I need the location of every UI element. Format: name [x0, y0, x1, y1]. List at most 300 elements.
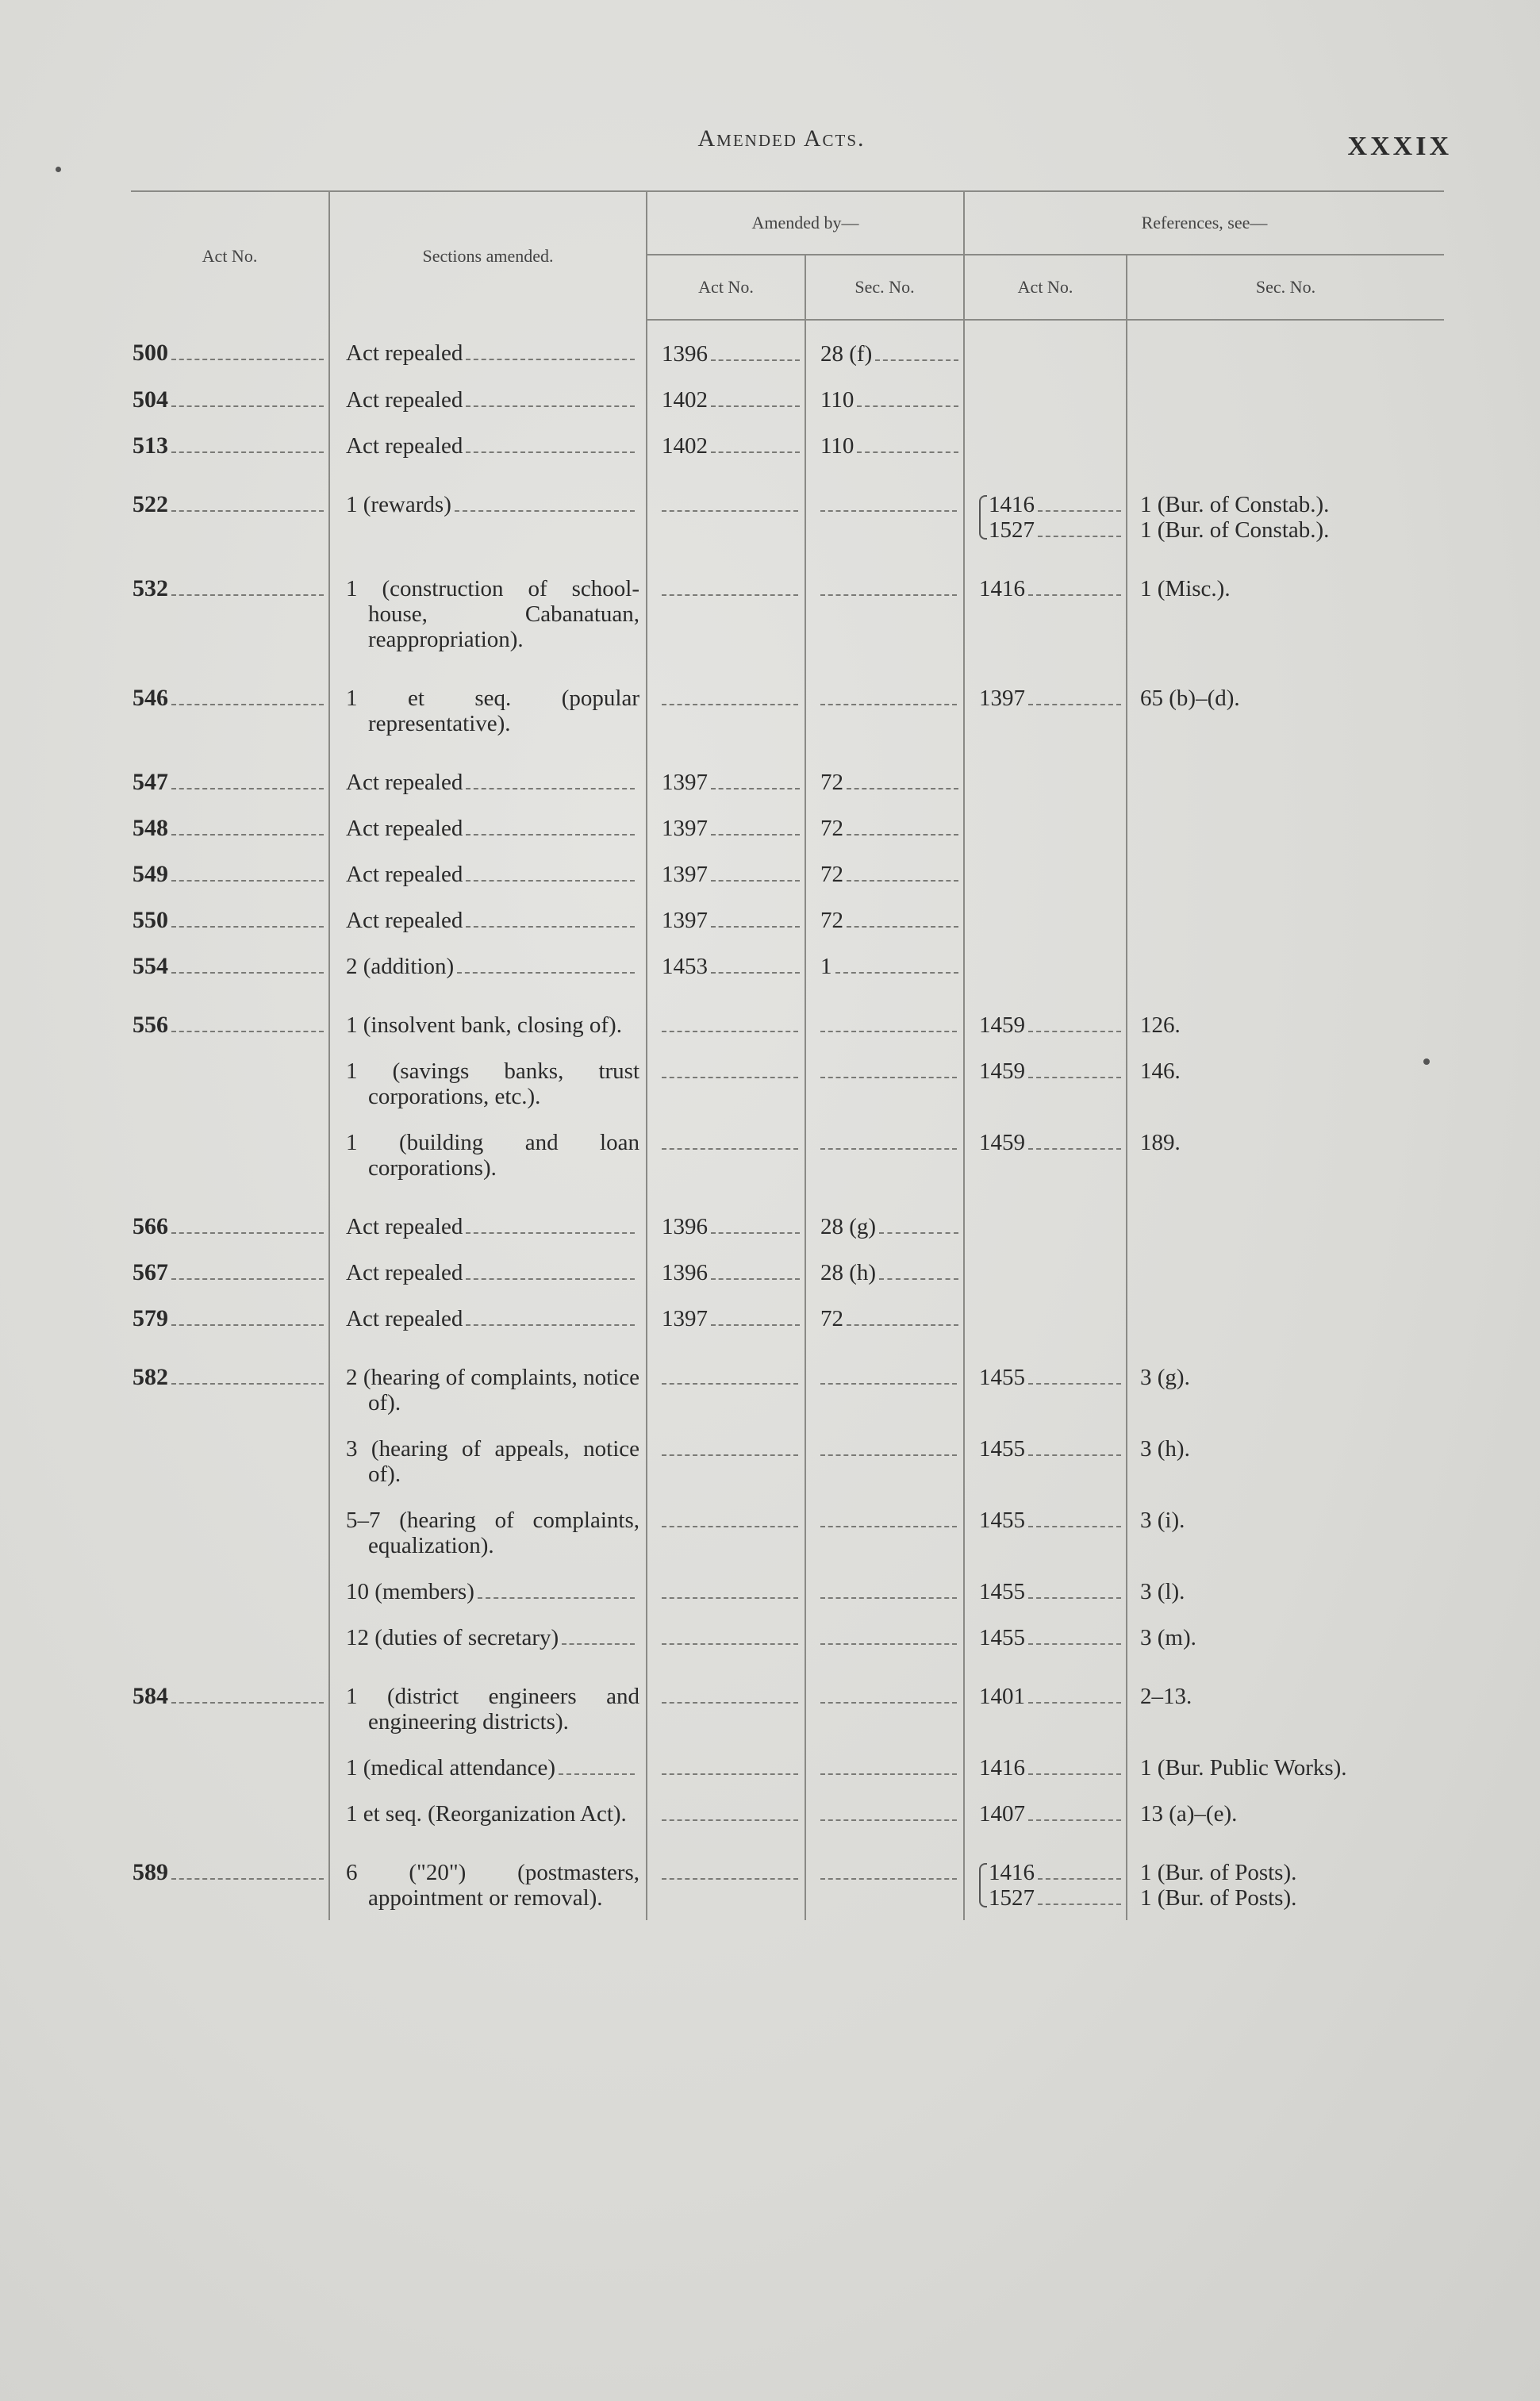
section-text: 1 (building and loan corporations). [346, 1130, 639, 1181]
cell-amended-sec-no [805, 662, 964, 746]
dot-leader [847, 1324, 958, 1326]
dot-leader [857, 405, 958, 407]
ref-act-number-wrap [979, 1625, 1126, 1650]
dot-leader [171, 880, 324, 882]
dot-leader [662, 1643, 798, 1645]
dot-leader [1038, 1904, 1121, 1905]
dot-leader [171, 1878, 324, 1880]
cell-amended-sec-no [805, 1249, 964, 1295]
ref-sec-number: 3 (l). [1140, 1579, 1185, 1604]
cell-ref-sec-no [1127, 1341, 1444, 1425]
cell-amended-sec-no [805, 1744, 964, 1790]
act-number-wrap [132, 816, 328, 841]
amended-sec-number-wrap [820, 908, 963, 933]
cell-ref-act-no [964, 1660, 1127, 1744]
ref-act-number-wrap [979, 686, 1126, 711]
section-text-wrap [346, 1755, 639, 1781]
table-row [131, 851, 1444, 897]
cell-amended-act-no [647, 1660, 805, 1744]
amended-sec-number: 28 (h) [820, 1260, 877, 1285]
cell-ref-act-no [964, 1496, 1127, 1568]
cell-act-no [131, 805, 329, 851]
section-text: 12 (duties of secretary) [346, 1625, 559, 1650]
paper-speck [56, 167, 61, 172]
cell-ref-act-no [964, 1341, 1127, 1425]
cell-ref-act-no [964, 989, 1127, 1047]
amended-act-number-wrap [662, 1306, 805, 1331]
cell-ref-sec-no [1127, 376, 1444, 422]
dot-leader [1028, 1526, 1121, 1527]
cell-sections-amended [329, 422, 647, 468]
dot-leader [711, 972, 800, 974]
dot-leader [711, 451, 800, 453]
section-text: Act repealed [346, 1306, 463, 1331]
act-number-wrap [132, 340, 328, 366]
ref-sec-line [1140, 492, 1444, 517]
cell-amended-sec-no [805, 1047, 964, 1119]
cell-ref-sec-no [1127, 1249, 1444, 1295]
dot-leader [711, 880, 800, 882]
section-text: 2 (addition) [346, 954, 455, 979]
dot-leader [820, 704, 957, 705]
cell-amended-act-no [647, 1836, 805, 1920]
section-text: 1 et seq. (Reorganization Act). [346, 1801, 627, 1827]
amended-act-number-wrap [662, 387, 805, 413]
dot-leader [662, 1031, 798, 1032]
ref-act-number: 1459 [979, 1130, 1025, 1155]
dot-leader [847, 880, 958, 882]
dot-leader [820, 1077, 957, 1078]
ref-sec-number: 3 (i). [1140, 1508, 1185, 1533]
act-number: 500 [132, 340, 168, 366]
cell-ref-sec-no [1127, 1190, 1444, 1249]
dot-leader [478, 1597, 635, 1599]
act-number-wrap [132, 1306, 328, 1331]
ref-sec-number: 2–13. [1140, 1684, 1192, 1709]
cell-ref-sec-no [1127, 662, 1444, 746]
ref-sec-line [1140, 1885, 1444, 1911]
amended-sec-number: 72 [820, 908, 843, 933]
empty-cell-leader-wrap [662, 1365, 805, 1390]
dot-leader [711, 1324, 800, 1326]
cell-sections-amended [329, 1568, 647, 1614]
cell-act-no [131, 1614, 329, 1660]
act-number-wrap [132, 954, 328, 979]
ref-sec-line [1140, 517, 1444, 543]
cell-amended-sec-no [805, 1496, 964, 1568]
cell-amended-act-no [647, 1119, 805, 1190]
dot-leader [466, 788, 635, 789]
amended-act-number: 1397 [662, 908, 708, 933]
ref-act-number: 1527 [989, 1885, 1035, 1911]
dot-leader [820, 1878, 957, 1880]
dot-leader [875, 359, 958, 361]
amended-act-number: 1453 [662, 954, 708, 979]
cell-amended-sec-no [805, 422, 964, 468]
ref-sec-number: 146. [1140, 1058, 1181, 1084]
cell-amended-sec-no [805, 851, 964, 897]
empty-cell-leader-wrap [820, 492, 963, 517]
cell-ref-act-no [964, 552, 1127, 662]
cell-amended-act-no [647, 989, 805, 1047]
ref-sec-group [1140, 492, 1444, 543]
empty-cell-leader-wrap [820, 1012, 963, 1038]
empty-cell-leader-wrap [820, 1130, 963, 1155]
section-text: 10 (members) [346, 1579, 474, 1604]
cell-amended-act-no [647, 320, 805, 376]
cell-ref-act-no [964, 376, 1127, 422]
running-title: Amended Acts. [697, 125, 866, 152]
cell-ref-sec-no [1127, 1614, 1444, 1660]
dot-leader [662, 704, 798, 705]
dot-leader [847, 788, 958, 789]
cell-act-no [131, 1295, 329, 1341]
empty-cell-leader-wrap [662, 1755, 805, 1781]
dot-leader [662, 1773, 798, 1775]
dot-leader [559, 1773, 635, 1775]
dot-leader [711, 405, 800, 407]
cell-amended-sec-no [805, 1790, 964, 1836]
cell-ref-act-no [964, 1295, 1127, 1341]
cell-ref-act-no [964, 746, 1127, 805]
amended-sec-number: 72 [820, 1306, 843, 1331]
cell-sections-amended [329, 1836, 647, 1920]
section-text: Act repealed [346, 387, 463, 413]
ref-act-number: 1527 [989, 517, 1035, 543]
amended-act-number: 1396 [662, 1214, 708, 1239]
act-number: 522 [132, 491, 168, 517]
cell-sections-amended [329, 1614, 647, 1660]
dot-leader [171, 1232, 324, 1234]
table-row [131, 1425, 1444, 1496]
act-number: 513 [132, 432, 168, 459]
table-row [131, 468, 1444, 552]
dot-leader [711, 1278, 800, 1280]
cell-ref-act-no [964, 897, 1127, 943]
cell-ref-act-no [964, 1790, 1127, 1836]
amended-sec-number-wrap [820, 1306, 963, 1331]
section-text: Act repealed [346, 340, 463, 366]
table-row [131, 1790, 1444, 1836]
amended-sec-number: 110 [820, 387, 854, 413]
dot-leader [820, 510, 957, 512]
dot-leader [466, 405, 635, 407]
dot-leader [1028, 1031, 1121, 1032]
table-row [131, 1614, 1444, 1660]
cell-act-no [131, 746, 329, 805]
dot-leader [820, 1597, 957, 1599]
dot-leader [820, 594, 957, 596]
dot-leader [662, 1702, 798, 1704]
cell-ref-act-no [964, 468, 1127, 552]
cell-sections-amended [329, 1190, 647, 1249]
table-row [131, 1744, 1444, 1790]
cell-amended-sec-no [805, 320, 964, 376]
empty-cell-leader-wrap [662, 576, 805, 601]
cell-ref-act-no [964, 1836, 1127, 1920]
act-number-wrap [132, 492, 328, 517]
ref-act-number-wrap [979, 1579, 1126, 1604]
empty-cell-leader-wrap [820, 1684, 963, 1709]
amended-sec-number: 110 [820, 433, 854, 459]
dot-leader [662, 1077, 798, 1078]
cell-amended-sec-no [805, 1119, 964, 1190]
cell-act-no [131, 422, 329, 468]
cell-ref-sec-no [1127, 1836, 1444, 1920]
cell-amended-act-no [647, 1341, 805, 1425]
dot-leader [1028, 1819, 1121, 1821]
section-text: 2 (hearing of complaints, notice of). [346, 1365, 639, 1416]
ref-sec-number: 1 (Bur. Public Works). [1140, 1755, 1347, 1781]
cell-amended-sec-no [805, 943, 964, 989]
amended-act-number-wrap [662, 862, 805, 887]
ref-act-number: 1455 [979, 1436, 1025, 1462]
section-text: 1 et seq. (popular representative). [346, 686, 639, 736]
section-text: Act repealed [346, 770, 463, 795]
empty-cell-leader-wrap [662, 1579, 805, 1604]
ref-act-brace-group [979, 492, 1126, 543]
cell-ref-act-no [964, 1744, 1127, 1790]
empty-cell-leader-wrap [662, 1130, 805, 1155]
cell-amended-sec-no [805, 1341, 964, 1425]
cell-amended-act-no [647, 1190, 805, 1249]
cell-sections-amended [329, 662, 647, 746]
dot-leader [171, 834, 324, 836]
cell-amended-act-no [647, 1047, 805, 1119]
table-row [131, 1836, 1444, 1920]
table-row [131, 1568, 1444, 1614]
dot-leader [711, 788, 800, 789]
amended-act-number-wrap [662, 770, 805, 795]
cell-amended-act-no [647, 943, 805, 989]
cell-ref-sec-no [1127, 897, 1444, 943]
section-text-wrap [346, 340, 639, 366]
cell-ref-sec-no [1127, 1568, 1444, 1614]
amended-act-number-wrap [662, 1260, 805, 1285]
header-ref-act-no: Act No. [964, 255, 1127, 320]
cell-act-no [131, 1249, 329, 1295]
dot-leader [1028, 1702, 1121, 1704]
amended-sec-number: 72 [820, 862, 843, 887]
dot-leader [662, 1597, 798, 1599]
dot-leader [711, 834, 800, 836]
cell-sections-amended [329, 1425, 647, 1496]
empty-cell-leader-wrap [820, 1860, 963, 1885]
section-text: Act repealed [346, 1260, 463, 1285]
section-text: 1 (construction of school-house, Cabanatuan, reappropriation). [346, 576, 639, 652]
ref-act-number-wrap [979, 1012, 1126, 1038]
section-text: 1 (district engineers and engineering districts). [346, 1684, 639, 1734]
cell-sections-amended [329, 320, 647, 376]
dot-leader [466, 1232, 635, 1234]
amended-act-number: 1397 [662, 770, 708, 795]
dot-leader [466, 1278, 635, 1280]
cell-amended-act-no [647, 552, 805, 662]
empty-cell-leader-wrap [662, 1625, 805, 1650]
cell-amended-sec-no [805, 1295, 964, 1341]
header-act-no: Act No. [131, 191, 329, 320]
cell-amended-act-no [647, 468, 805, 552]
dot-leader [466, 451, 635, 453]
cell-amended-sec-no [805, 1425, 964, 1496]
act-number: 554 [132, 953, 168, 979]
cell-act-no [131, 1836, 329, 1920]
dot-leader [711, 359, 800, 361]
dot-leader [1028, 704, 1121, 705]
cell-act-no [131, 1190, 329, 1249]
amended-act-number-wrap [662, 816, 805, 841]
act-number-wrap [132, 1012, 328, 1038]
ref-sec-number: 189. [1140, 1130, 1181, 1155]
dot-leader [820, 1148, 957, 1150]
section-text-wrap [346, 1260, 639, 1285]
ref-act-number-wrap [979, 1365, 1126, 1390]
dot-leader [662, 1819, 798, 1821]
amended-sec-number-wrap [820, 341, 963, 367]
cell-ref-sec-no [1127, 1660, 1444, 1744]
dot-leader [820, 1702, 957, 1704]
cell-sections-amended [329, 376, 647, 422]
act-number: 548 [132, 815, 168, 841]
act-number-wrap [132, 387, 328, 413]
dot-leader [847, 926, 958, 928]
cell-amended-sec-no [805, 746, 964, 805]
act-number: 556 [132, 1012, 168, 1038]
cell-amended-act-no [647, 1614, 805, 1660]
amended-sec-number-wrap [820, 954, 963, 979]
cell-amended-act-no [647, 1568, 805, 1614]
ref-sec-number: 3 (h). [1140, 1436, 1190, 1462]
ref-sec-group [1140, 1860, 1444, 1911]
table-row [131, 897, 1444, 943]
section-text-wrap [346, 954, 639, 979]
dot-leader [455, 510, 635, 512]
empty-cell-leader-wrap [662, 1860, 805, 1885]
cell-amended-sec-no [805, 552, 964, 662]
cell-sections-amended [329, 1119, 647, 1190]
act-number: 567 [132, 1259, 168, 1285]
cell-sections-amended [329, 1295, 647, 1341]
act-number-wrap [132, 1365, 328, 1390]
section-text: 1 (medical attendance) [346, 1755, 556, 1781]
empty-cell-leader-wrap [820, 1625, 963, 1650]
act-number-wrap [132, 686, 328, 711]
section-text-wrap [346, 816, 639, 841]
ref-sec-line [1140, 1860, 1444, 1885]
empty-cell-leader-wrap [820, 1058, 963, 1084]
act-number: 532 [132, 575, 168, 601]
cell-ref-act-no [964, 422, 1127, 468]
empty-cell-leader-wrap [820, 686, 963, 711]
ref-sec-number: 13 (a)–(e). [1140, 1801, 1238, 1827]
ref-act-number: 1459 [979, 1058, 1025, 1084]
ref-sec-number: 3 (g). [1140, 1365, 1190, 1390]
table-row [131, 1249, 1444, 1295]
section-text: 1 (rewards) [346, 492, 451, 517]
ref-act-number-wrap [979, 576, 1126, 601]
ref-sec-number: 126. [1140, 1012, 1181, 1038]
act-number: 589 [132, 1859, 168, 1885]
dot-leader [1028, 1773, 1121, 1775]
dot-leader [171, 451, 324, 453]
section-text-wrap [346, 862, 639, 887]
empty-cell-leader-wrap [662, 1684, 805, 1709]
dot-leader [1028, 1643, 1121, 1645]
ref-sec-number: 1 (Bur. of Constab.). [1140, 517, 1330, 543]
cell-ref-sec-no [1127, 1790, 1444, 1836]
cell-ref-sec-no [1127, 468, 1444, 552]
cell-act-no [131, 1341, 329, 1425]
act-number: 566 [132, 1213, 168, 1239]
amended-sec-number: 1 [820, 954, 832, 979]
section-text-wrap [346, 1214, 639, 1239]
amended-sec-number-wrap [820, 770, 963, 795]
ref-act-number: 1455 [979, 1579, 1025, 1604]
ref-act-line [989, 1885, 1126, 1911]
cell-ref-sec-no [1127, 1425, 1444, 1496]
dot-leader [711, 926, 800, 928]
amended-act-number: 1402 [662, 433, 708, 459]
cell-amended-act-no [647, 746, 805, 805]
section-text: 1 (savings banks, trust corporations, etc.). [346, 1058, 639, 1109]
cell-ref-act-no [964, 805, 1127, 851]
cell-act-no [131, 1047, 329, 1119]
cell-amended-act-no [647, 1790, 805, 1836]
act-number: 546 [132, 685, 168, 711]
cell-amended-sec-no [805, 1568, 964, 1614]
cell-act-no [131, 468, 329, 552]
cell-act-no [131, 851, 329, 897]
cell-sections-amended [329, 1660, 647, 1744]
dot-leader [879, 1278, 958, 1280]
cell-amended-act-no [647, 805, 805, 851]
cell-sections-amended [329, 552, 647, 662]
ref-act-number-wrap [979, 1684, 1126, 1709]
cell-ref-sec-no [1127, 746, 1444, 805]
ref-act-number: 1455 [979, 1625, 1025, 1650]
dot-leader [662, 594, 798, 596]
cell-act-no [131, 1425, 329, 1496]
amended-act-number: 1402 [662, 387, 708, 413]
dot-leader [171, 926, 324, 928]
amended-act-number: 1396 [662, 1260, 708, 1285]
dot-leader [857, 451, 958, 453]
header-sections-amended: Sections amended. [329, 191, 647, 320]
cell-sections-amended [329, 1341, 647, 1425]
header-amended-act-no: Act No. [647, 255, 805, 320]
paper-speck [1423, 1058, 1430, 1065]
empty-cell-leader-wrap [662, 1058, 805, 1084]
amended-act-number-wrap [662, 341, 805, 367]
amended-sec-number-wrap [820, 816, 963, 841]
cell-ref-sec-no [1127, 552, 1444, 662]
amended-sec-number-wrap [820, 1214, 963, 1239]
cell-act-no [131, 1790, 329, 1836]
dot-leader [879, 1232, 958, 1234]
dot-leader [820, 1383, 957, 1385]
cell-amended-sec-no [805, 1190, 964, 1249]
dot-leader [171, 1702, 324, 1704]
ref-act-number: 1416 [989, 1860, 1035, 1885]
ref-act-number: 1455 [979, 1508, 1025, 1533]
table-row [131, 422, 1444, 468]
cell-sections-amended [329, 1249, 647, 1295]
dot-leader [1028, 1454, 1121, 1456]
cell-ref-act-no [964, 1047, 1127, 1119]
amended-act-number: 1397 [662, 862, 708, 887]
ref-act-number: 1459 [979, 1012, 1025, 1038]
amended-acts-table-wrap [131, 190, 1444, 1920]
